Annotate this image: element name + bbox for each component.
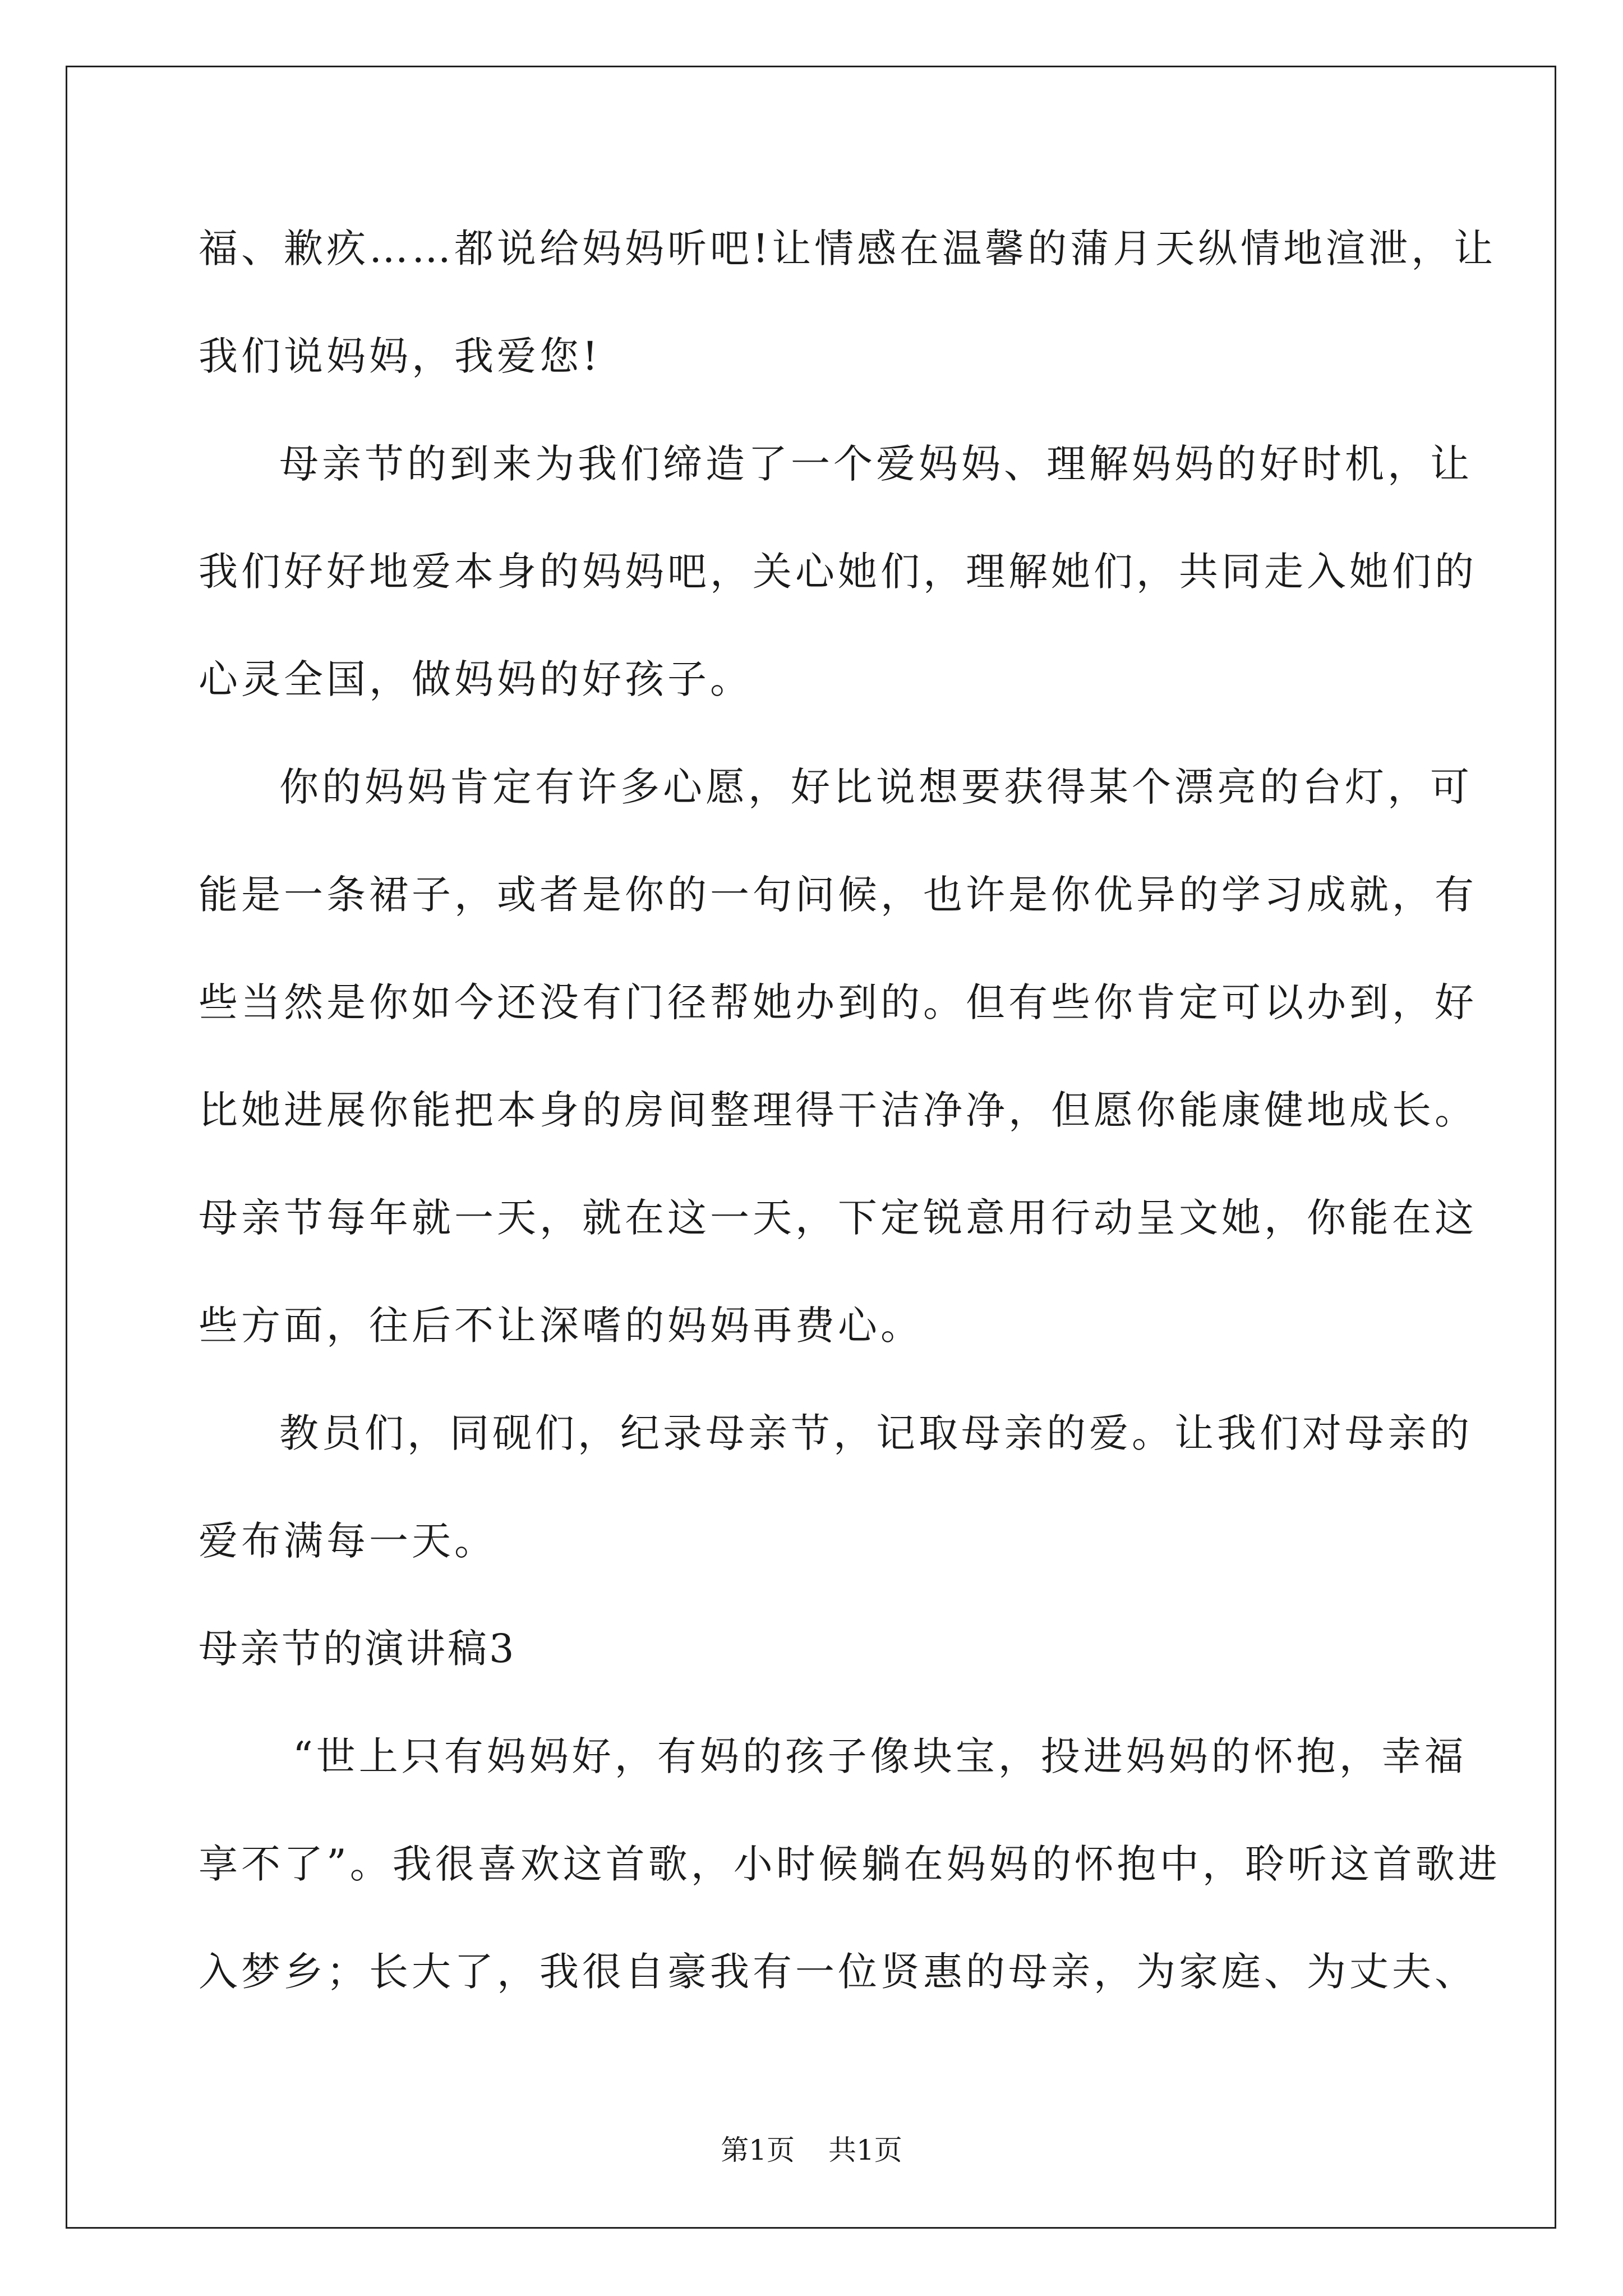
- text-line: 母亲节每年就一天，就在这一天，下定锐意用行动呈文她，你能在这: [199, 1195, 1477, 1241]
- page-total: 共1页: [828, 2134, 902, 2166]
- text-line: 教员们，同砚们，纪录母亲节，记取母亲的爱。让我们对母亲的: [279, 1410, 1473, 1456]
- paragraph: [199, 1402, 1473, 1618]
- text-line: 心灵全国，做妈妈的好孩子。: [199, 656, 753, 702]
- text-line: 福、歉疚……都说给妈妈听吧!让情感在温馨的蒲月天纵情地渲泄，让: [199, 226, 1497, 272]
- text-line: 些当然是你如今还没有门径帮她办到的。但有些你肯定可以办到，好: [199, 979, 1477, 1025]
- section-heading: [199, 1618, 1427, 1726]
- paragraph: [199, 1726, 1501, 2049]
- text-line: 能是一条裙子，或者是你的一句问候，也许是你优异的学习成就，有: [199, 872, 1477, 918]
- paragraph: [199, 756, 1477, 1402]
- page-number: 第1页: [721, 2134, 795, 2166]
- text-line: 些方面，往后不让深嗜的妈妈再费心。: [199, 1303, 923, 1349]
- text-line: 比她进展你能把本身的房间整理得干洁净净，但愿你能康健地成长。: [199, 1087, 1477, 1133]
- text-line: 爱布满每一天。: [199, 1518, 497, 1564]
- text-line: 我们说妈妈，我爱您!: [199, 333, 602, 379]
- text-line: 你的妈妈肯定有许多心愿，好比说想要获得某个漂亮的台灯，可: [279, 764, 1473, 810]
- text-line: 入梦乡；长大了，我很自豪我有一位贤惠的母亲，为家庭、为丈夫、: [199, 1949, 1477, 1995]
- text-line: 我们好好地爱本身的妈妈吧，关心她们，理解她们，共同走入她们的: [199, 549, 1477, 595]
- text-line: 享不了”。我很喜欢这首歌，小时候躺在妈妈的怀抱中，聆听这首歌进: [199, 1841, 1501, 1887]
- document-body: [199, 218, 1501, 2049]
- page-footer: [0, 2133, 1623, 2167]
- text-line: 母亲节的到来为我们缔造了一个爱妈妈、理解妈妈的好时机，让: [279, 441, 1473, 487]
- paragraph: [199, 433, 1477, 756]
- heading-text: 母亲节的演讲稿3: [199, 1626, 517, 1672]
- paragraph: [199, 218, 1497, 433]
- text-line: “世上只有妈妈好，有妈的孩子像块宝，投进妈妈的怀抱，幸福: [293, 1733, 1467, 1779]
